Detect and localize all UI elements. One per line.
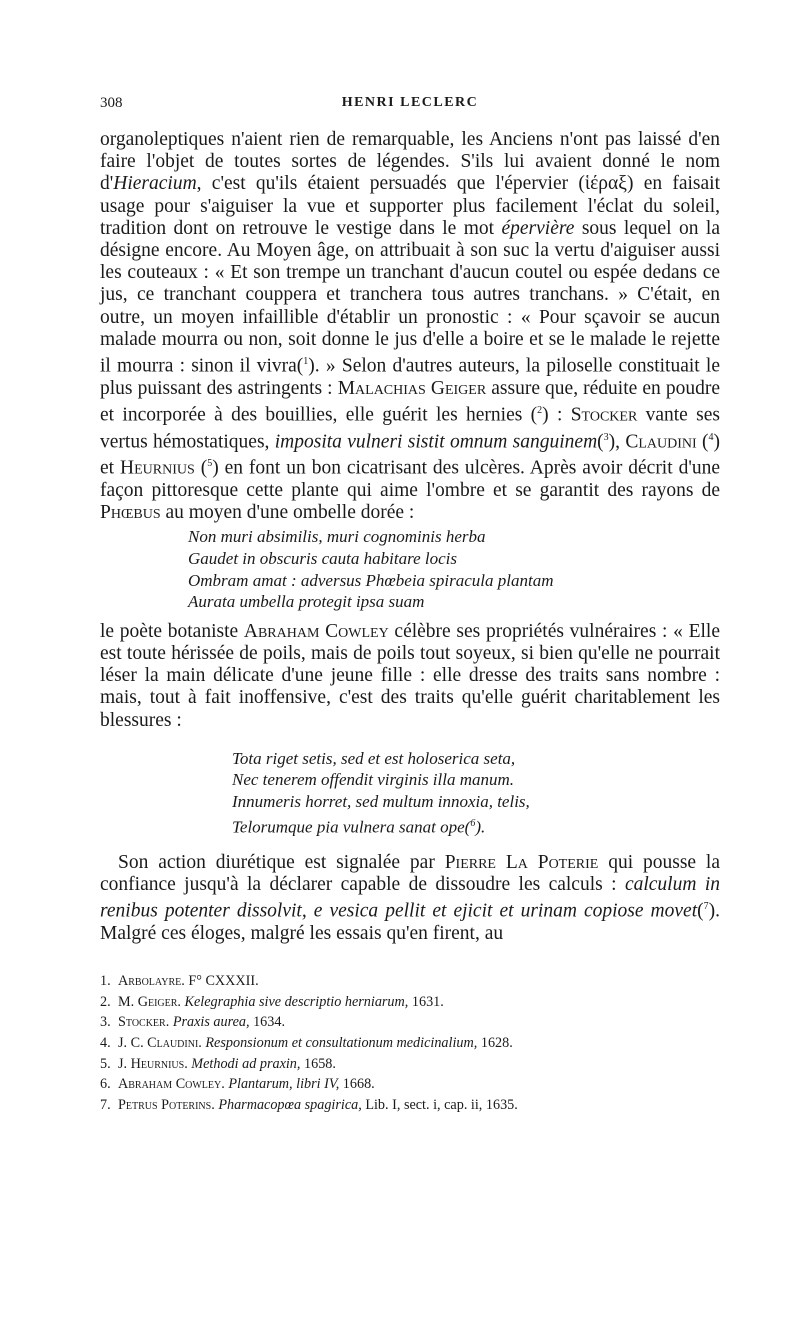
text: sous lequel on la désigne encore. Au Moyen âge, on attribuait à son suc la vertu d'aiguiser aussi les couteaux : « Et son trempe un tranchant d'aucun coutel ou espée dedans ce jus, ce tranchant couppera et tranchera tous autres tranchans. » C'était, en outre, un moyen infaillible d'établir un pronostic : « Pour sçavoir se aucun malade mourra ou non, soit donne le jus d'elle a boire et se le malade le rejette il mourra : sinon il vivra( — [100, 217, 720, 377]
footnote-details: 1658. — [300, 1055, 336, 1072]
paragraph-1 — [100, 129, 720, 524]
verse-line: Gaudet in obscuris cauta habitare locis — [188, 549, 457, 569]
footnote-details: 1668. — [339, 1076, 375, 1093]
verse-text: . — [480, 817, 486, 837]
verse-line: Aurata umbella protegit ipsa suam — [188, 592, 425, 612]
text: assure que, réduite en poudre et incorporée à des bouillies, elle guérit les hernies ( — [100, 377, 720, 426]
footnote-author: M. Geiger. — [118, 993, 181, 1010]
footnote-work: Plantarum, libri IV, — [224, 1076, 340, 1093]
verse-text: Telorumque pia vulnera sanat ope — [232, 817, 465, 837]
footnote-number: 1. — [100, 973, 111, 990]
verse-line: Innumeris horret, sed multum innoxia, telis, — [232, 792, 530, 812]
verse-line: Ombram amat : adversus Phœbeia spiracula plantam — [188, 570, 554, 590]
page-number: 308 — [100, 95, 123, 111]
footnote — [100, 1033, 720, 1054]
text: ( — [697, 900, 704, 922]
paragraph-2 — [100, 621, 720, 732]
footnote-work: Responsionum et consultationum medicinalium, — [201, 1034, 478, 1051]
author-name: Stocker — [570, 404, 638, 426]
author-name: Malachias Geiger — [337, 377, 487, 399]
footnote-details: 1631. — [408, 993, 444, 1010]
verse-line: Tota riget setis, sed et est holoserica seta, — [232, 748, 516, 768]
footnote — [100, 1012, 720, 1033]
text: ( — [194, 457, 208, 479]
author-name: Abraham Cowley — [243, 620, 389, 642]
footnote-number: 7. — [100, 1096, 111, 1113]
text: ) en font un bon cicatrisant des ulcères. Après avoir décrit d'une façon pittoresque cette plante qui aime l'ombre et se garantit des rayons de — [100, 457, 720, 502]
footnote-details: Lib. I, sect. i, cap. ii, 1635. — [361, 1096, 518, 1113]
text: vante ses vertus hémostatiques, — [100, 404, 720, 453]
footnote — [100, 1074, 720, 1095]
verse-line: Nec tenerem offendit virginis illa manum. — [232, 770, 515, 790]
proper-name: Phœbus — [100, 502, 161, 524]
text: ( — [696, 431, 709, 453]
text: ) : — [542, 404, 571, 426]
text: ) et — [100, 431, 720, 479]
text: le poète botaniste — [100, 620, 244, 642]
footnote-ref: 6 — [470, 817, 476, 829]
page — [100, 95, 720, 1115]
footnote-number: 2. — [100, 993, 111, 1010]
text: qui pousse la confiance jusqu'à la déclarer capable de dissoudre les calculs : — [100, 851, 721, 896]
footnote-author: Abraham Cowley. — [118, 1076, 225, 1093]
footnote-author: J. C. Claudini. — [118, 1034, 202, 1051]
footnote-details: 1628. — [477, 1034, 513, 1051]
author-name: Pierre La Poterie — [444, 851, 599, 873]
text: ). Malgré ces éloges, malgré les essais qu'en firent, au — [100, 900, 720, 944]
italic-term: épervière — [501, 217, 575, 239]
footnote-number: 5. — [100, 1055, 111, 1072]
footnote-details: F° CXXXII. — [184, 973, 259, 990]
author-name: Claudini — [625, 431, 697, 453]
paragraph-3 — [100, 852, 720, 945]
running-header — [100, 95, 720, 119]
latin-verse-2 — [232, 748, 720, 838]
footnote-author: J. Heurnius. — [118, 1055, 188, 1072]
footnote-ref: 5 — [207, 458, 213, 470]
author-name: Heurnius — [120, 457, 195, 479]
footnote — [100, 992, 720, 1013]
text: ). » Selon d'autres auteurs, la piloselle constituait le plus puissant des astringents : — [100, 355, 721, 399]
footnote-work: Pharmacopœa spagirica, — [214, 1096, 362, 1113]
text: célèbre ses propriétés vulnéraires : « Elle est toute hérissée de poils, mais de poils tout soyeux, si bien qu'elle ne pourrait léser la main délicate d'une jeune fille : elle dresse des traits sans nombre : mais, tout à fait inoffensive, c'est des traits qu'elle guérit charitablement les blessures : — [100, 620, 721, 731]
footnotes — [100, 971, 720, 1115]
footnote-author: Petrus Poterins. — [118, 1096, 215, 1113]
text: ( — [597, 431, 604, 453]
text: organoleptiques n'aient rien de remarquable, les Anciens n'ont pas laissé d'en faire l'objet de toutes sortes de légendes. S'ils lui avaient donné le nom d' — [100, 129, 720, 195]
footnote-ref: 3 — [603, 431, 609, 443]
footnote — [100, 971, 720, 992]
footnote — [100, 1095, 720, 1116]
footnote-author: Arbolayre. — [118, 973, 185, 990]
footnote-author: Stocker. — [118, 1014, 170, 1031]
footnote — [100, 1054, 720, 1075]
verse-line: Non muri absimilis, muri cognominis herba — [188, 527, 486, 547]
footnote-details: 1634. — [249, 1014, 285, 1031]
footnote-work: Kelegraphia sive descriptio herniarum, — [180, 993, 409, 1010]
text: au moyen d'une ombelle dorée : — [160, 502, 415, 524]
footnote-work: Praxis aurea, — [169, 1014, 250, 1031]
footnote-number: 4. — [100, 1034, 111, 1051]
footnote-ref: 2 — [537, 404, 543, 416]
footnote-ref: 1 — [303, 356, 309, 368]
footnote-number: 6. — [100, 1076, 111, 1093]
footnote-number: 3. — [100, 1014, 111, 1031]
text: ), — [608, 431, 626, 453]
running-title: HENRI LECLERC — [341, 95, 479, 110]
verse-line: Telorumque pia vulnera sanat ope($^6$). — [232, 817, 486, 837]
footnote-ref: 4 — [708, 431, 714, 443]
italic-term: Hieracium — [113, 173, 197, 195]
latin-quote: imposita vulneri sistit omnum sanguinem — [274, 431, 598, 453]
latin-verse-1 — [188, 526, 720, 612]
latin-quote: calculum in renibus potenter dissolvit, e vesica pellit et ejicit et urinam copiose movet — [100, 874, 720, 922]
footnote-work: Methodi ad praxin, — [187, 1055, 301, 1072]
text: , c'est qu'ils étaient persuadés que l'épervier (ἱέραξ) en faisait usage pour s'aiguiser la vue et supporter plus facilement l'éclat du soleil, tradition dont on retrouve le vestige dans le mot — [100, 173, 720, 239]
footnote-ref: 7 — [703, 901, 709, 913]
text: Son action diurétique est signalée par — [118, 851, 445, 873]
